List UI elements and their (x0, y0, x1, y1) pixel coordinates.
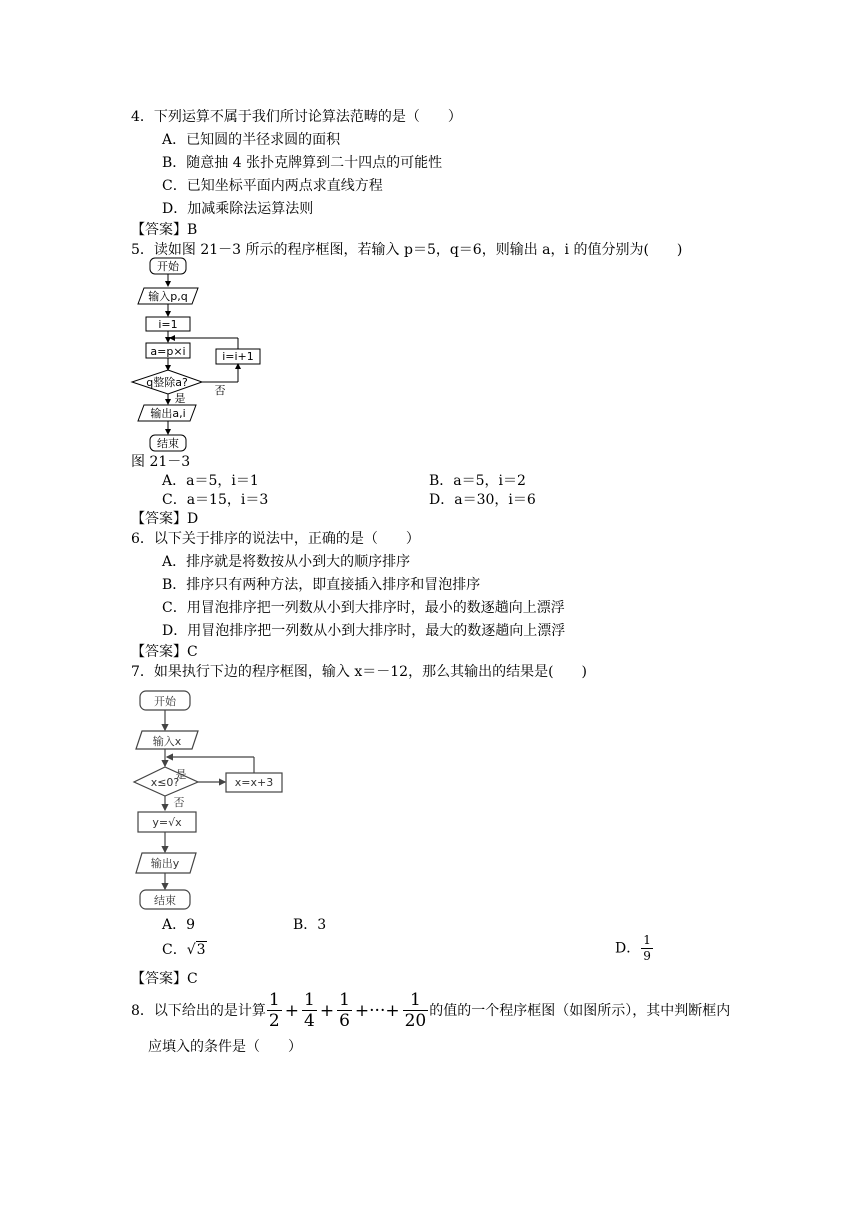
q7-no-label: 否 (173, 796, 185, 809)
q4-option-a: A．已知圆的半径求圆的面积 (162, 132, 341, 148)
q8-term-2: $\frac{1}{4}$ (304, 990, 315, 1031)
q7-d-fraction: $\frac{1}{9}$ (643, 933, 651, 963)
q7-end-label: 结束 (154, 894, 176, 907)
q5-init-label: i=1 (158, 318, 178, 331)
q4-answer: 【答案】B (131, 222, 198, 238)
q8-term-1: $\frac{1}{2}$ (268, 990, 280, 1031)
q5-flowchart (128, 256, 268, 456)
q7-input-label: 输入x (152, 735, 182, 748)
q5-answer: 【答案】D (131, 511, 199, 527)
q6-option-b: B．排序只有两种方法，即直接插入排序和冒泡排序 (162, 577, 481, 593)
q4-option-c: C．已知坐标平面内两点求直线方程 (162, 178, 383, 194)
q5-caption: 图 21－3 (131, 454, 191, 470)
q5-output-label: 输出a,i (150, 407, 186, 420)
q7-yes-label: 是 (175, 768, 187, 781)
q7-condition-label: x≤0? (150, 776, 180, 789)
q5-increment-label: i=i+1 (222, 350, 254, 363)
q5-option-b: B．a＝5，i＝2 (429, 473, 526, 489)
q7-start-label: 开始 (154, 695, 176, 708)
q7-option-a: A．9 (162, 917, 196, 933)
q7-answer: 【答案】C (131, 971, 198, 987)
q6-option-a: A．排序就是将数按从小到大的顺序排序 (162, 554, 411, 570)
q4-option-b: B．随意抽 4 张扑克牌算到二十四点的可能性 (162, 155, 443, 171)
q8-line2: 应填入的条件是（ ） (148, 1039, 302, 1055)
q8-ellipsis: +···+ (354, 1000, 400, 1021)
q5-option-a: A．a＝5，i＝1 (162, 473, 259, 489)
q4-stem: 4．下列运算不属于我们所讨论算法范畴的是（ ） (131, 109, 462, 125)
q5-assign-label: a=p×i (150, 345, 186, 358)
q8-term-3: $\frac{1}{6}$ (339, 990, 350, 1031)
q7-flowchart (132, 688, 292, 916)
q5-input-label: 输入p,q (148, 290, 188, 303)
q4-option-d: D．加减乘除法运算法则 (162, 201, 314, 217)
q7-output-label: 输出y (150, 857, 180, 870)
q8-stem: 8．以下给出的是计算 $\frac{1}{2}$ + $\frac{1}{4}$ + $\frac{1}{6}$ +···+ $\frac{1}{20}$ 的值的一个程序框图（如图所示），其中判断框内 (131, 990, 731, 1031)
q7-option-d: D． $\frac{1}{9}$ (615, 933, 651, 963)
q7-stem: 7．如果执行下边的程序框图，输入 x＝－12，那么其输出的结果是( ) (131, 664, 587, 680)
q5-stem: 5．读如图 21－3 所示的程序框图，若输入 p＝5，q＝6，则输出 a，i 的值分别为( ) (131, 242, 683, 258)
q5-yes-label: 是 (174, 392, 186, 405)
q7-option-c: C．√3 (162, 942, 206, 958)
q6-option-d: D．用冒泡排序把一列数从小到大排序时，最大的数逐趟向上漂浮 (162, 623, 566, 639)
q7-option-b: B．3 (293, 917, 327, 933)
q5-option-d: D．a＝30，i＝6 (429, 492, 536, 508)
q6-option-c: C．用冒泡排序把一列数从小到大排序时，最小的数逐趟向上漂浮 (162, 600, 565, 616)
q5-no-label: 否 (214, 384, 226, 397)
sqrt-symbol: √3 (186, 942, 206, 958)
q5-start-label: 开始 (157, 260, 179, 273)
q7-assign-label: y=√x (152, 816, 182, 829)
q5-option-c: C．a＝15，i＝3 (162, 492, 269, 508)
q8-term-last: $\frac{1}{20}$ (404, 990, 427, 1031)
q5-end-label: 结束 (157, 437, 179, 450)
q6-answer: 【答案】C (131, 644, 198, 660)
q6-stem: 6．以下关于排序的说法中，正确的是（ ） (131, 531, 420, 547)
q5-condition-label: q整除a? (146, 376, 188, 389)
q7-increment-label: x=x+3 (234, 776, 274, 789)
